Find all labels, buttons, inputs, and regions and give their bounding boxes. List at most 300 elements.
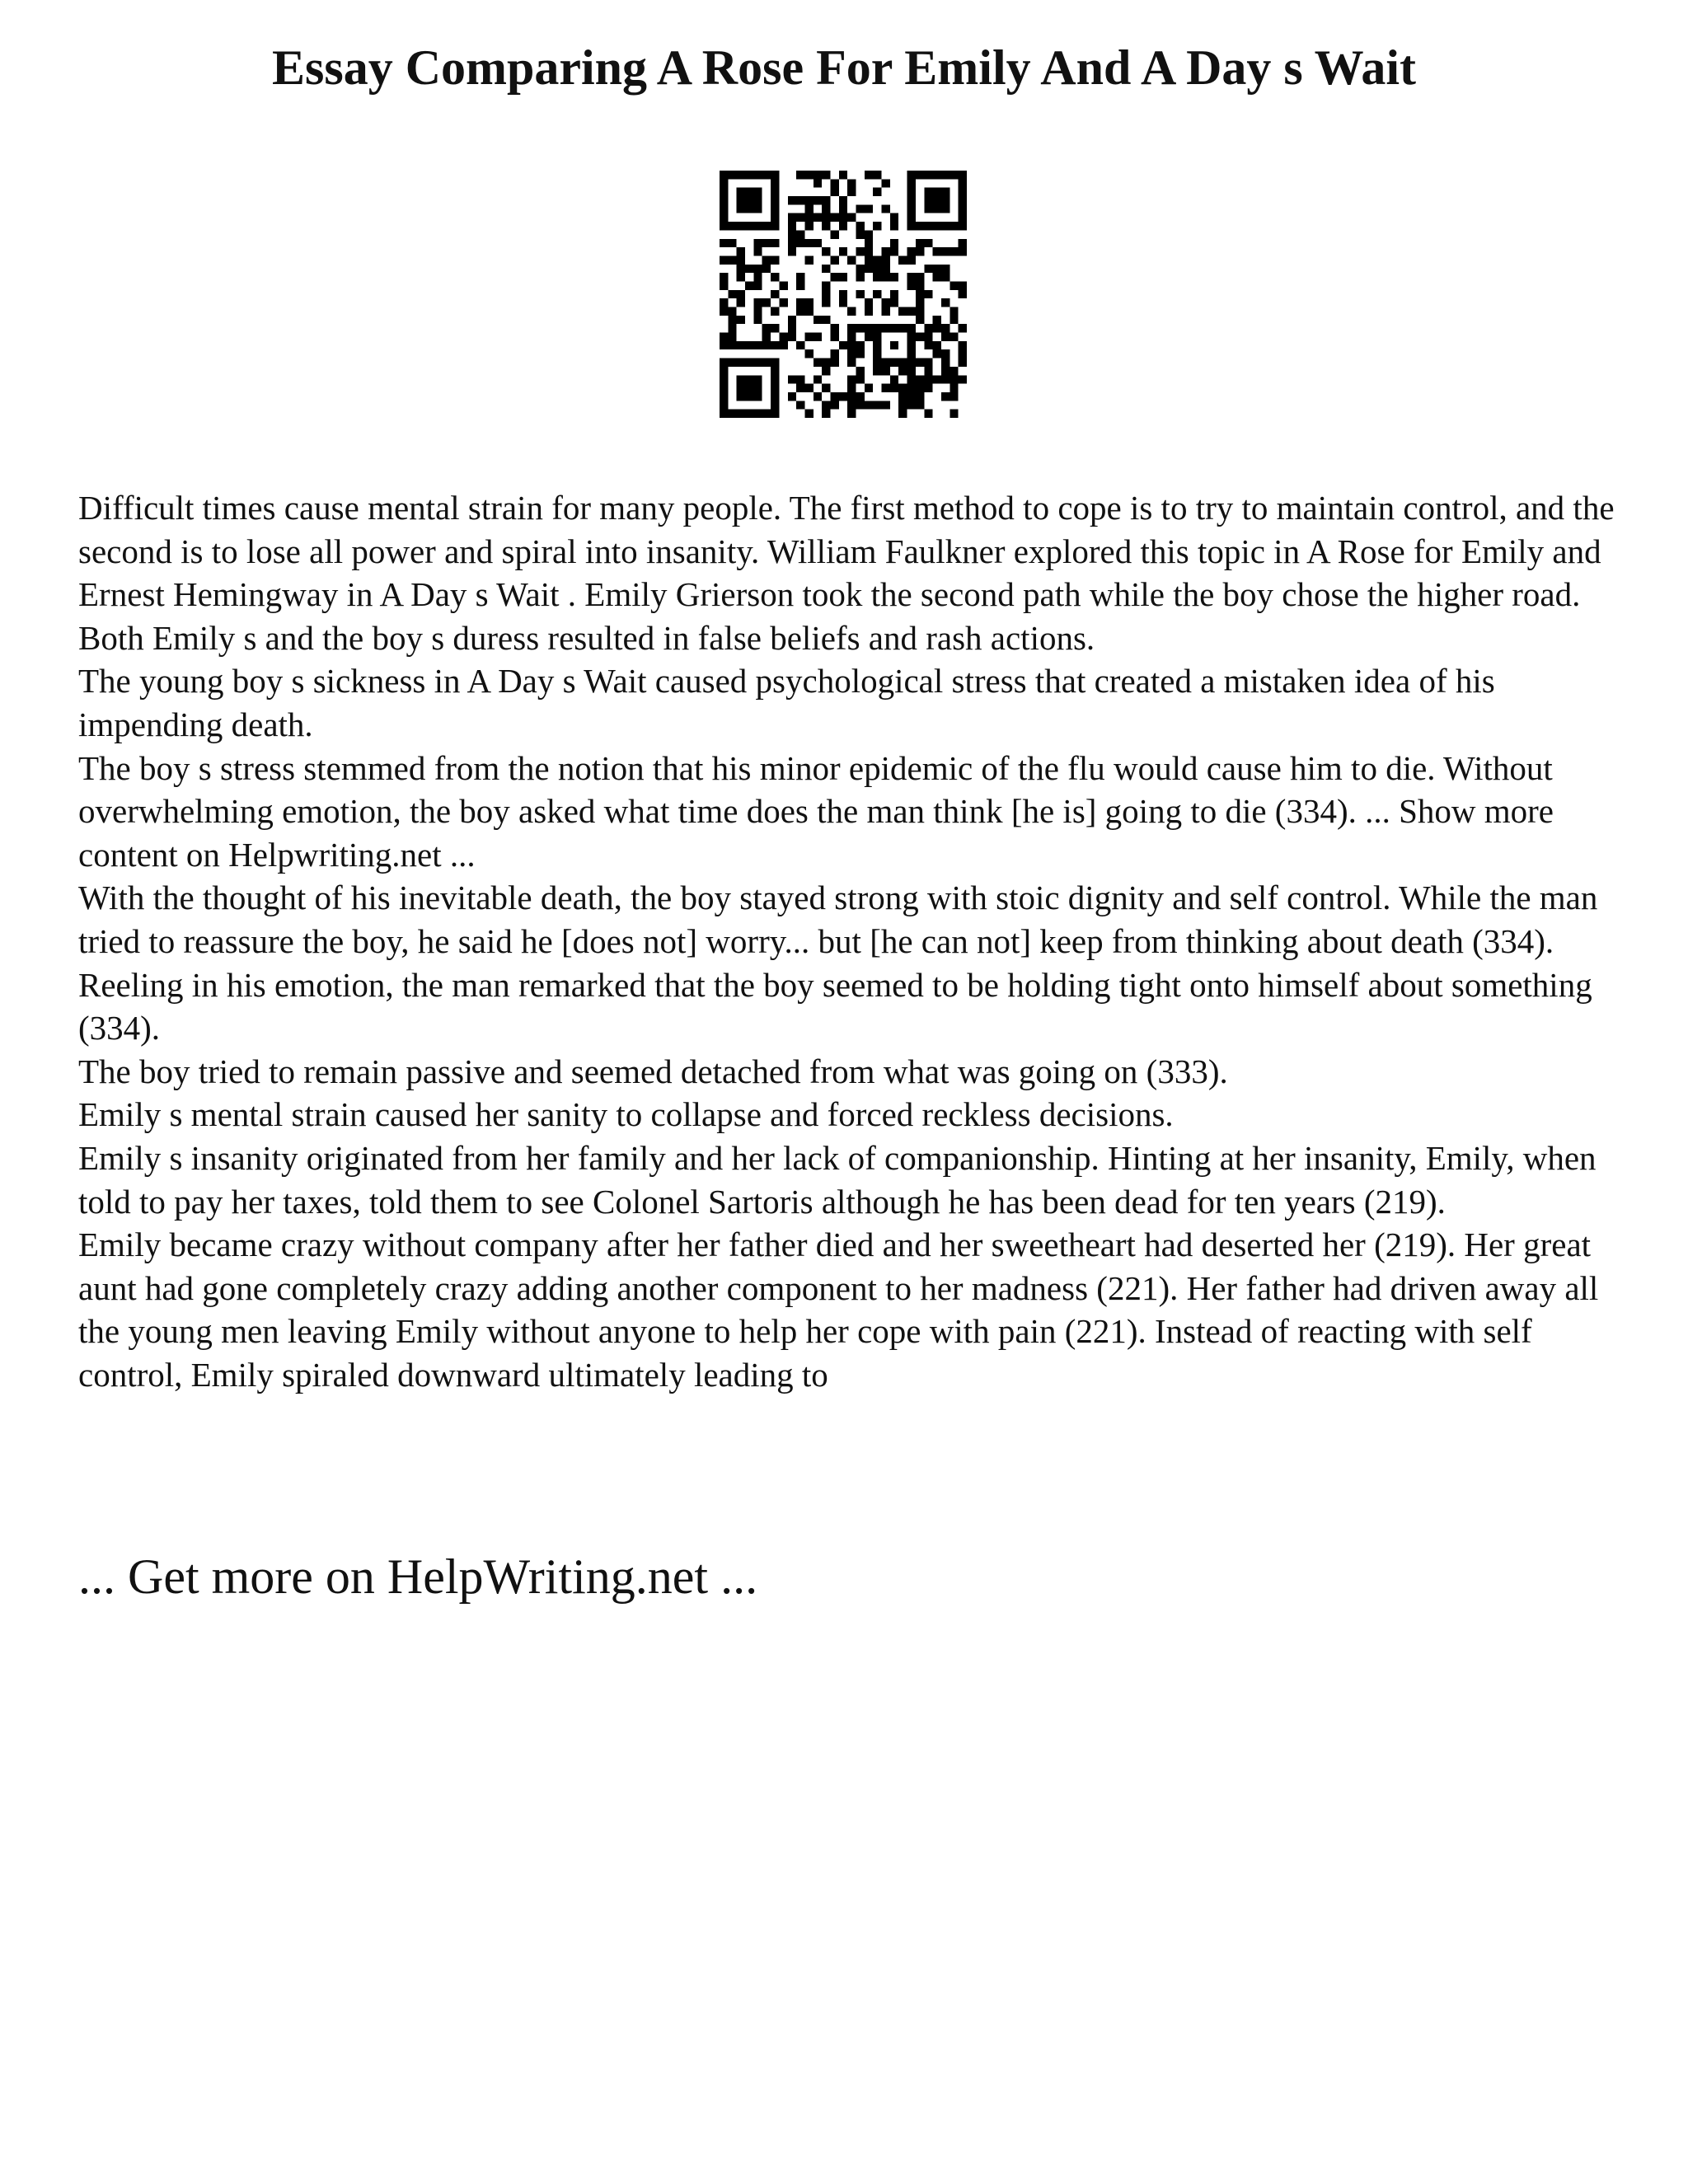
- qr-module: [941, 247, 950, 255]
- qr-module: [762, 341, 771, 349]
- qr-module: [720, 401, 728, 409]
- qr-module: [907, 307, 916, 316]
- qr-module: [814, 179, 822, 187]
- qr-module: [856, 324, 865, 332]
- qr-module: [830, 333, 838, 341]
- qr-module: [924, 196, 932, 204]
- qr-module: [941, 324, 950, 332]
- qr-module: [771, 384, 779, 392]
- qr-module: [865, 239, 873, 247]
- qr-module: [788, 247, 796, 255]
- qr-module: [907, 222, 916, 230]
- qr-module: [847, 188, 856, 196]
- qr-module: [873, 401, 881, 409]
- qr-module: [959, 324, 967, 332]
- qr-module: [916, 359, 924, 367]
- page-title: Essay Comparing A Rose For Emily And A Day s Wait: [271, 40, 1417, 95]
- qr-module: [916, 290, 924, 298]
- paragraph: Emily s mental strain caused her sanity to collapse and forced reckless decisions.: [78, 1095, 1174, 1134]
- qr-module: [804, 298, 813, 307]
- qr-module: [856, 341, 865, 349]
- qr-module: [762, 359, 771, 367]
- qr-module: [830, 324, 838, 332]
- qr-module: [737, 316, 745, 324]
- qr-module: [720, 273, 728, 281]
- qr-module: [865, 171, 873, 179]
- qr-module: [959, 196, 967, 204]
- qr-module: [753, 307, 762, 316]
- qr-module: [737, 171, 745, 179]
- qr-module: [873, 359, 881, 367]
- qr-module: [762, 298, 771, 307]
- qr-module: [950, 392, 958, 401]
- qr-module: [873, 171, 881, 179]
- qr-module: [814, 392, 822, 401]
- qr-module: [720, 179, 728, 187]
- qr-module: [941, 392, 950, 401]
- qr-module: [737, 265, 745, 273]
- qr-module: [745, 171, 753, 179]
- qr-module: [950, 333, 958, 341]
- qr-module: [865, 265, 873, 273]
- qr-module: [950, 222, 958, 230]
- qr-module: [865, 230, 873, 238]
- qr-module: [907, 204, 916, 213]
- qr-module: [865, 204, 873, 213]
- qr-module: [924, 188, 932, 196]
- qr-module: [814, 171, 822, 179]
- qr-module: [959, 349, 967, 358]
- qr-module: [737, 341, 745, 349]
- qr-module: [933, 204, 941, 213]
- qr-module: [728, 316, 736, 324]
- qr-module: [933, 265, 941, 273]
- qr-module: [788, 196, 796, 204]
- qr-module: [804, 307, 813, 316]
- qr-module: [745, 222, 753, 230]
- qr-module: [873, 255, 881, 264]
- qr-module: [916, 171, 924, 179]
- qr-module: [941, 188, 950, 196]
- qr-module: [856, 273, 865, 281]
- qr-module: [788, 392, 796, 401]
- qr-module: [847, 324, 856, 332]
- qr-module: [753, 273, 762, 281]
- qr-module: [959, 204, 967, 213]
- qr-module: [822, 204, 830, 213]
- qr-module: [737, 384, 745, 392]
- qr-module: [941, 265, 950, 273]
- qr-module: [745, 375, 753, 383]
- qr-module: [814, 196, 822, 204]
- qr-module: [924, 290, 932, 298]
- qr-module: [822, 316, 830, 324]
- qr-module: [737, 359, 745, 367]
- qr-module: [907, 281, 916, 289]
- qr-module: [720, 384, 728, 392]
- qr-module: [856, 204, 865, 213]
- qr-module: [907, 255, 916, 264]
- qr-module: [856, 367, 865, 375]
- qr-module: [890, 375, 898, 383]
- paragraph: Emily became crazy without company after her father died and her sweetheart had deserted her (219). Her great aunt had gone completely crazy adding another component to her madness (221). Her father had driven away all the young men leaving Emily without anyone to help her cope with pain (221). Instead of reacting with self control, Emily spiraled downward ultimately leading to: [78, 1226, 1599, 1394]
- get-more-link[interactable]: ... Get more on HelpWriting.net ...: [78, 1549, 758, 1604]
- qr-module: [753, 222, 762, 230]
- paragraph: Reeling in his emotion, the man remarked that the boy seemed to be holding tight onto himself about something (334).: [78, 965, 1592, 1047]
- qr-module: [788, 333, 796, 341]
- paragraph: The boy tried to remain passive and seemed detached from what was going on (333).: [78, 1052, 1228, 1090]
- qr-module: [847, 349, 856, 358]
- qr-module: [728, 255, 736, 264]
- qr-module: [865, 324, 873, 332]
- qr-module: [753, 239, 762, 247]
- qr-module: [933, 247, 941, 255]
- qr-module: [796, 375, 804, 383]
- qr-module: [745, 410, 753, 418]
- qr-module: [822, 265, 830, 273]
- qr-module: [796, 307, 804, 316]
- qr-module: [865, 255, 873, 264]
- qr-module: [916, 222, 924, 230]
- qr-module: [916, 273, 924, 281]
- qr-module: [720, 204, 728, 213]
- qr-module: [950, 281, 958, 289]
- qr-module: [865, 384, 873, 392]
- qr-module: [865, 307, 873, 316]
- qr-module: [916, 401, 924, 409]
- qr-module: [822, 171, 830, 179]
- qr-module: [856, 375, 865, 383]
- qr-module: [882, 401, 890, 409]
- qr-module: [788, 239, 796, 247]
- qr-module: [762, 333, 771, 341]
- qr-module: [856, 265, 865, 273]
- qr-module: [933, 196, 941, 204]
- qr-module: [720, 222, 728, 230]
- qr-module: [924, 204, 932, 213]
- qr-module: [941, 367, 950, 375]
- qr-module: [941, 349, 950, 358]
- qr-module: [873, 324, 881, 332]
- qr-module: [762, 239, 771, 247]
- qr-module: [779, 281, 787, 289]
- qr-module: [822, 367, 830, 375]
- qr-module: [907, 179, 916, 187]
- qr-module: [856, 290, 865, 298]
- qr-module: [890, 384, 898, 392]
- qr-module: [924, 384, 932, 392]
- qr-module: [933, 273, 941, 281]
- qr-module: [856, 230, 865, 238]
- essay-body: [78, 486, 1628, 1396]
- qr-module: [720, 171, 728, 179]
- qr-module: [753, 188, 762, 196]
- qr-module: [839, 171, 847, 179]
- qr-module: [950, 410, 958, 418]
- paragraph: Emily s insanity originated from her family and her lack of companionship. Hinting at her insanity, Emily, when told to pay her taxes, told them to see Colonel Sartoris although he has been dead for ten years (219).: [78, 1138, 1597, 1221]
- qr-module: [873, 341, 881, 349]
- qr-module: [847, 401, 856, 409]
- qr-module: [856, 349, 865, 358]
- qr-module: [933, 222, 941, 230]
- qr-module: [959, 375, 967, 383]
- qr-module: [822, 298, 830, 307]
- qr-module: [839, 247, 847, 255]
- qr-module: [924, 324, 932, 332]
- qr-module: [779, 341, 787, 349]
- qr-module: [720, 392, 728, 401]
- qr-module: [907, 188, 916, 196]
- qr-module: [882, 265, 890, 273]
- qr-module: [796, 171, 804, 179]
- qr-module: [839, 222, 847, 230]
- qr-module: [882, 384, 890, 392]
- qr-module: [753, 392, 762, 401]
- qr-module: [916, 281, 924, 289]
- qr-module: [771, 375, 779, 383]
- qr-module: [822, 384, 830, 392]
- qr-module: [771, 359, 779, 367]
- qr-module: [907, 273, 916, 281]
- qr-module: [924, 222, 932, 230]
- qr-module: [822, 401, 830, 409]
- qr-module: [771, 324, 779, 332]
- qr-module: [839, 196, 847, 204]
- qr-module: [822, 247, 830, 255]
- qr-module: [753, 341, 762, 349]
- qr-module: [847, 341, 856, 349]
- qr-module: [804, 171, 813, 179]
- qr-module: [804, 196, 813, 204]
- qr-module: [916, 316, 924, 324]
- qr-module: [916, 239, 924, 247]
- qr-module: [959, 171, 967, 179]
- qr-module: [822, 196, 830, 204]
- qr-module: [771, 410, 779, 418]
- qr-module: [745, 265, 753, 273]
- qr-module: [771, 367, 779, 375]
- qr-module: [796, 196, 804, 204]
- qr-module: [898, 307, 907, 316]
- qr-module: [753, 359, 762, 367]
- qr-module: [873, 349, 881, 358]
- qr-module: [804, 384, 813, 392]
- qr-module: [804, 410, 813, 418]
- qr-module: [933, 188, 941, 196]
- qr-module: [907, 384, 916, 392]
- qr-module: [762, 324, 771, 332]
- qr-module: [737, 273, 745, 281]
- paragraph: With the thought of his inevitable death, the boy stayed strong with stoic dignity and self control. While the man tried to reassure the boy, he said he [does not] worry... but [he can not] keep from thinking about death (334).: [78, 879, 1598, 960]
- qr-module: [882, 204, 890, 213]
- qr-module: [737, 392, 745, 401]
- qr-module: [882, 307, 890, 316]
- qr-module: [737, 255, 745, 264]
- qr-module: [856, 392, 865, 401]
- qr-module: [737, 222, 745, 230]
- qr-module: [941, 333, 950, 341]
- qr-module: [796, 341, 804, 349]
- paragraph: The young boy s sickness in A Day s Wait caused psychological stress that created a mistaken idea of his impending death.: [78, 662, 1495, 743]
- qr-module: [882, 359, 890, 367]
- qr-module: [753, 281, 762, 289]
- qr-module: [830, 179, 838, 187]
- qr-module: [796, 273, 804, 281]
- qr-module: [916, 384, 924, 392]
- qr-module: [822, 213, 830, 222]
- qr-module: [771, 392, 779, 401]
- qr-module: [728, 333, 736, 341]
- qr-module: [959, 179, 967, 187]
- qr-module: [745, 188, 753, 196]
- qr-module: [847, 255, 856, 264]
- qr-module: [822, 290, 830, 298]
- qr-module: [873, 333, 881, 341]
- qr-module: [882, 179, 890, 187]
- qr-module: [804, 349, 813, 358]
- qr-module: [804, 213, 813, 222]
- qr-code-graphic: [720, 171, 967, 418]
- qr-module: [882, 367, 890, 375]
- qr-module: [916, 333, 924, 341]
- qr-module: [771, 255, 779, 264]
- qr-module: [771, 196, 779, 204]
- qr-module: [847, 333, 856, 341]
- qr-module: [762, 265, 771, 273]
- qr-module: [771, 401, 779, 409]
- qr-module: [839, 290, 847, 298]
- qr-module: [950, 367, 958, 375]
- paragraph: The boy s stress stemmed from the notion that his minor epidemic of the flu would cause him to die. Without overwhelming emotion, the boy asked what time does the man think [he is] going to die (334). ... Show more content on Helpwriting.net ...: [78, 748, 1554, 874]
- qr-module: [753, 265, 762, 273]
- qr-module: [916, 307, 924, 316]
- qr-module: [839, 341, 847, 349]
- qr-module: [720, 341, 728, 349]
- qr-module: [814, 333, 822, 341]
- qr-module: [830, 401, 838, 409]
- qr-module: [959, 359, 967, 367]
- qr-module: [737, 298, 745, 307]
- qr-module: [814, 375, 822, 383]
- qr-module: [924, 333, 932, 341]
- qr-module: [771, 307, 779, 316]
- qr-module: [950, 247, 958, 255]
- qr-module: [737, 247, 745, 255]
- qr-module: [762, 171, 771, 179]
- qr-module: [745, 359, 753, 367]
- qr-module: [898, 384, 907, 392]
- qr-module: [804, 333, 813, 341]
- qr-module: [856, 222, 865, 230]
- qr-module: [959, 281, 967, 289]
- qr-module: [762, 255, 771, 264]
- qr-module: [720, 333, 728, 341]
- qr-module: [959, 341, 967, 349]
- qr-module: [788, 324, 796, 332]
- qr-module: [907, 359, 916, 367]
- qr-module: [822, 281, 830, 289]
- qr-module: [933, 341, 941, 349]
- qr-module: [720, 281, 728, 289]
- qr-module: [779, 333, 787, 341]
- qr-module: [924, 341, 932, 349]
- qr-module: [737, 204, 745, 213]
- qr-module: [771, 290, 779, 298]
- qr-module: [771, 222, 779, 230]
- qr-module: [830, 255, 838, 264]
- qr-module: [907, 367, 916, 375]
- qr-module: [924, 375, 932, 383]
- qr-module: [865, 298, 873, 307]
- qr-module: [830, 273, 838, 281]
- qr-module: [796, 384, 804, 392]
- qr-module: [865, 401, 873, 409]
- qr-module: [924, 171, 932, 179]
- qr-module: [796, 239, 804, 247]
- qr-module: [720, 367, 728, 375]
- qr-module: [890, 290, 898, 298]
- qr-module: [941, 298, 950, 307]
- qr-module: [788, 230, 796, 238]
- qr-module: [933, 375, 941, 383]
- qr-module: [771, 179, 779, 187]
- qr-module: [822, 359, 830, 367]
- qr-module: [788, 213, 796, 222]
- qr-module: [771, 204, 779, 213]
- qr-module: [804, 204, 813, 213]
- qr-module: [847, 384, 856, 392]
- qr-module: [882, 273, 890, 281]
- qr-module: [753, 196, 762, 204]
- qr-module: [839, 273, 847, 281]
- qr-module: [762, 222, 771, 230]
- qr-module: [890, 359, 898, 367]
- qr-module: [762, 410, 771, 418]
- qr-module: [959, 222, 967, 230]
- qr-module: [737, 410, 745, 418]
- qr-module: [830, 392, 838, 401]
- qr-module: [847, 359, 856, 367]
- qr-module: [728, 324, 736, 332]
- qr-module: [788, 375, 796, 383]
- qr-module: [898, 359, 907, 367]
- qr-module: [856, 247, 865, 255]
- qr-module: [737, 196, 745, 204]
- qr-module: [959, 290, 967, 298]
- qr-module: [890, 298, 898, 307]
- qr-module: [941, 222, 950, 230]
- qr-module: [830, 359, 838, 367]
- qr-module: [959, 213, 967, 222]
- qr-module: [753, 384, 762, 392]
- qr-module: [796, 281, 804, 289]
- qr-module: [898, 324, 907, 332]
- qr-module: [847, 410, 856, 418]
- qr-module: [737, 375, 745, 383]
- qr-module: [728, 290, 736, 298]
- qr-module: [933, 324, 941, 332]
- qr-module: [907, 341, 916, 349]
- qr-module: [890, 341, 898, 349]
- qr-module: [924, 359, 932, 367]
- qr-module: [890, 247, 898, 255]
- qr-module: [822, 410, 830, 418]
- qr-module: [745, 281, 753, 289]
- qr-module: [924, 265, 932, 273]
- qr-module: [950, 384, 958, 392]
- qr-module: [865, 333, 873, 341]
- qr-module: [907, 196, 916, 204]
